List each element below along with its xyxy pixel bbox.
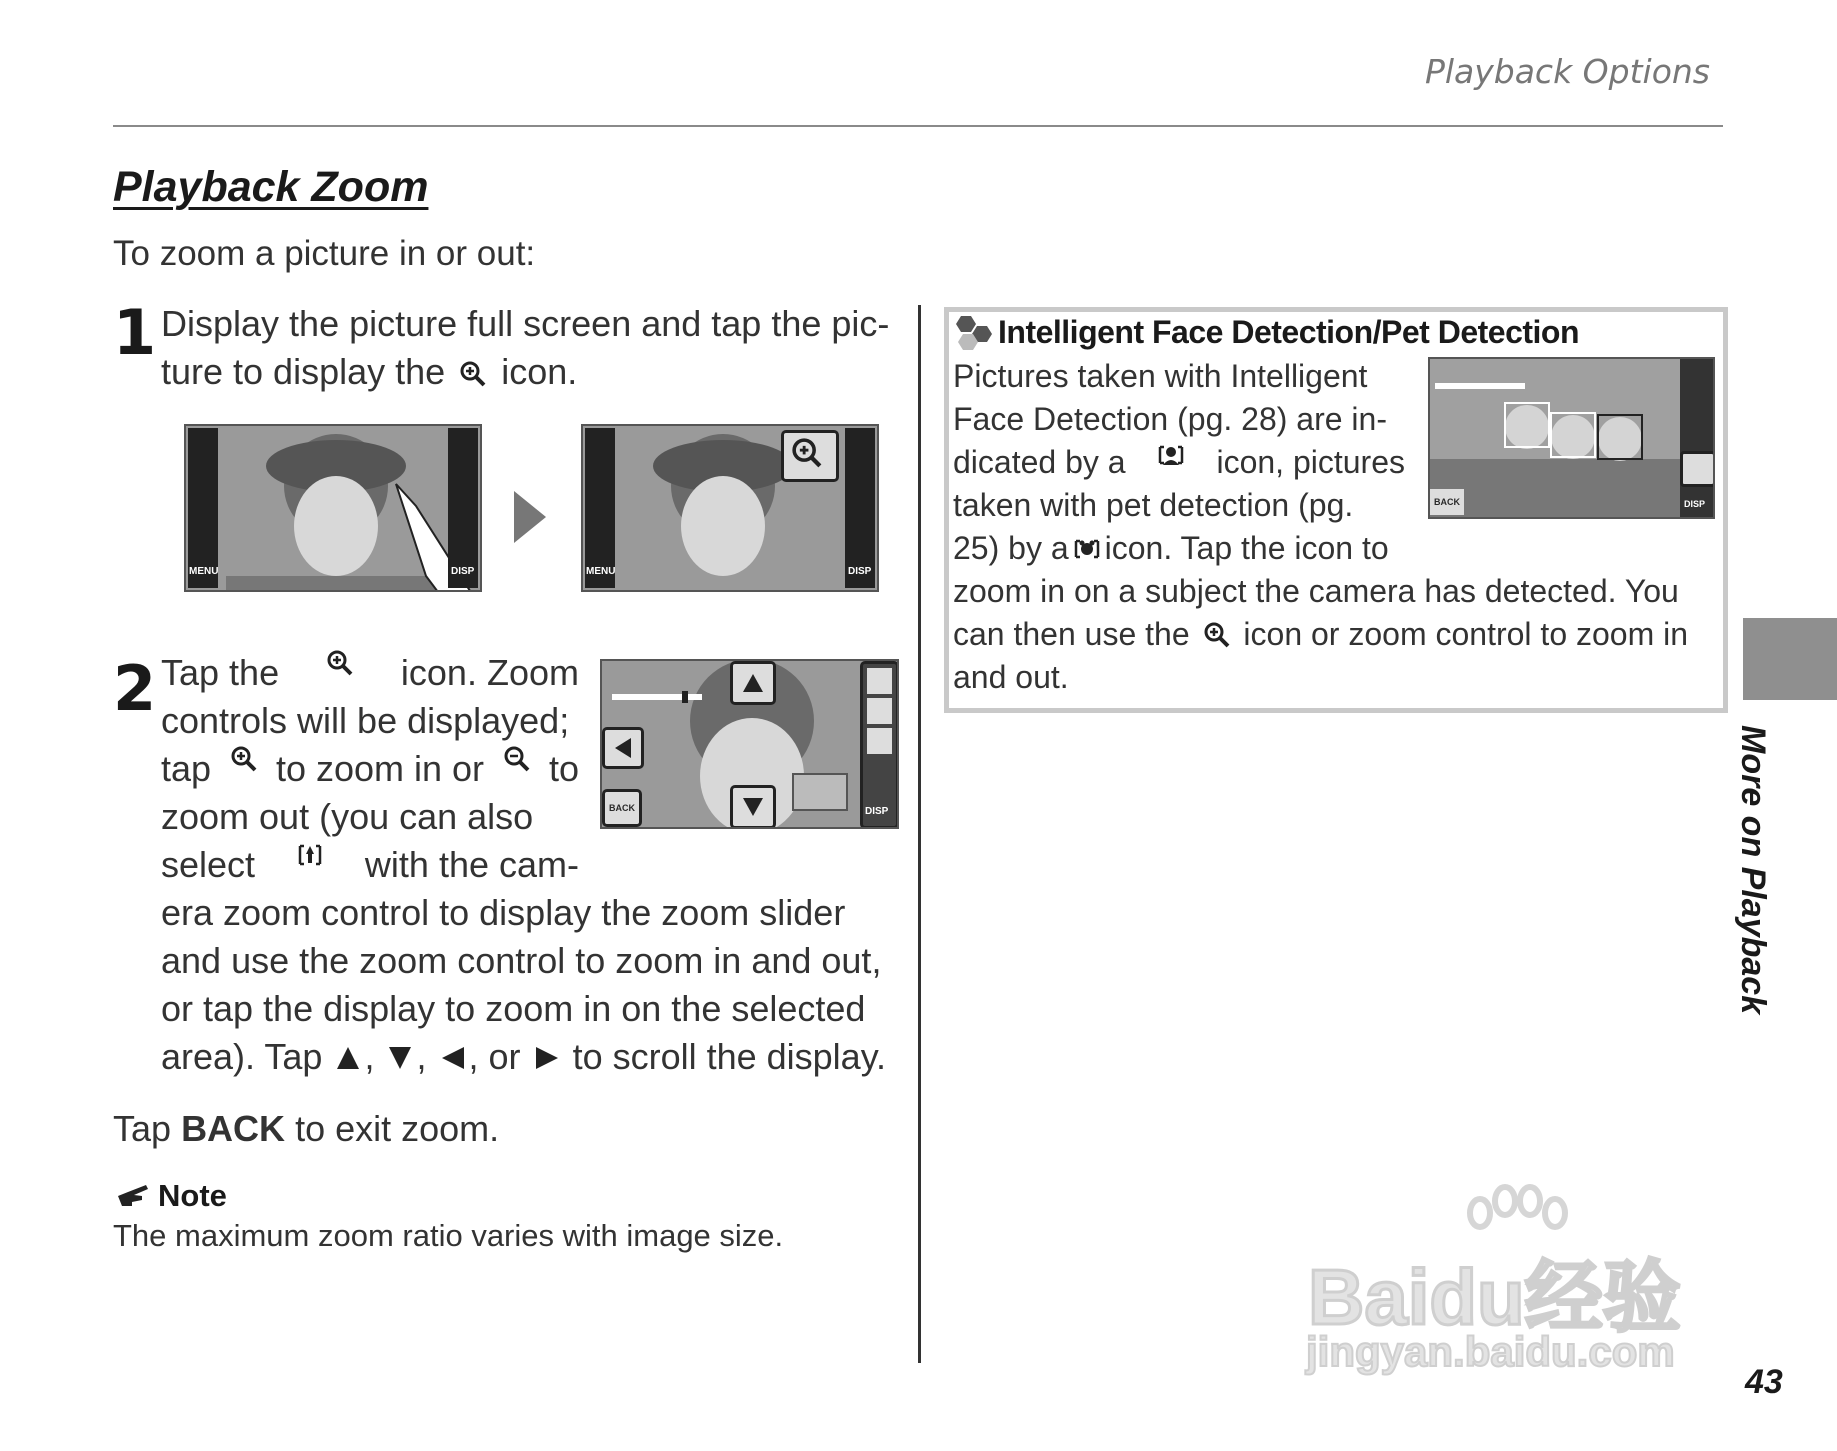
portrait-photo (186, 426, 480, 590)
down-arrow-icon (387, 1045, 413, 1071)
chapter-label: More on Playback (1734, 725, 1772, 1015)
left-icon-column (188, 428, 218, 588)
watermark-cn: 经验 (1524, 1253, 1681, 1341)
info-box-line-6: zoom in on a subject the camera has detected. You (953, 573, 1679, 609)
right-icon-column (845, 428, 875, 588)
left-arrow-icon (440, 1045, 466, 1071)
info-box-text-narrow (953, 355, 1405, 570)
zoom-in-icon (230, 745, 258, 773)
zoom-in-icon (326, 649, 354, 677)
disp-label: DISP (848, 566, 872, 577)
up-arrow-icon (733, 664, 773, 702)
disp-label: DISP (451, 566, 475, 577)
back-button[interactable]: BACK (1430, 489, 1464, 515)
note-text: The maximum zoom ratio varies with image size. (113, 1218, 784, 1253)
zoom-navigator-thumbnail (792, 773, 848, 811)
back-instruction: Tap BACK to exit zoom. (113, 1108, 500, 1149)
section-title: Playback Zoom (113, 163, 429, 211)
step-2-line-2: controls will be displayed; (161, 700, 570, 741)
scroll-left-button[interactable] (602, 727, 644, 769)
zoom-control-icon (296, 841, 324, 869)
step-2-line-4: zoom out (you can also (161, 796, 534, 837)
step-2-line-6: era zoom control to display the zoom slider (161, 892, 846, 933)
step-2-line-8: or tap the display to zoom in on the selected (161, 988, 866, 1029)
face-detection-button[interactable] (1680, 451, 1715, 487)
scroll-right-button[interactable] (867, 728, 892, 754)
scroll-down-button[interactable] (730, 785, 776, 829)
column-divider (918, 305, 921, 1363)
group-photo (1430, 359, 1713, 517)
watermark-url: jingyan.baidu.com (1306, 1328, 1675, 1375)
hexagon-tip-icon (953, 314, 995, 352)
step-2-line-3: tap to zoom in or to (161, 745, 579, 793)
running-header: Playback Options (1424, 52, 1710, 91)
step-1-line-1: Display the picture full screen and tap the pic- (161, 303, 890, 344)
pointing-hand-icon (116, 1182, 152, 1210)
right-arrow-icon (534, 1045, 560, 1071)
up-arrow-icon (335, 1045, 361, 1071)
menu-label: MENU (586, 566, 616, 577)
step-1-line-2: ture to display the icon. (161, 351, 578, 392)
down-arrow-icon (733, 788, 773, 826)
back-button[interactable]: BACK (602, 789, 642, 827)
zoom-in-button[interactable] (867, 668, 892, 694)
info-box-line-5: 25) by a icon. Tap the icon to (953, 530, 1389, 566)
zoom-control-column (860, 661, 899, 829)
menu-label: MENU (189, 566, 219, 577)
left-icon-column (585, 428, 615, 588)
info-box-title: Intelligent Face Detection/Pet Detection (998, 314, 1579, 350)
step-1-text (161, 300, 896, 396)
step-2-text-wide (161, 889, 896, 1081)
zoom-out-button[interactable] (867, 698, 892, 724)
page-number: 43 (1745, 1363, 1783, 1401)
watermark-brand-2: du (1429, 1253, 1525, 1341)
info-box-text-wide (953, 570, 1711, 699)
info-box-line-1: Pictures taken with Intelligent (953, 358, 1368, 394)
step-2-line-5: select with the cam- (161, 841, 579, 889)
right-icon-column (448, 428, 478, 588)
header-rule (113, 125, 1723, 127)
info-box-line-4: taken with pet detection (pg. (953, 487, 1354, 523)
zoom-in-icon (784, 433, 830, 473)
intro-text: To zoom a picture in or out: (113, 234, 536, 273)
zoom-in-icon (1203, 621, 1231, 649)
step-2-text-narrow (161, 649, 579, 889)
step-2-number: 2 (113, 652, 157, 725)
zoom-out-icon (503, 745, 531, 773)
disp-label: DISP (865, 806, 889, 817)
scroll-up-button[interactable] (730, 661, 776, 705)
camera-screen-full (184, 424, 482, 592)
camera-screen-face-detection (1428, 357, 1715, 519)
camera-screen-zoom-icon (581, 424, 879, 592)
pet-detection-icon (1073, 535, 1101, 563)
chapter-tab (1743, 618, 1837, 700)
step-1-number: 1 (113, 296, 157, 369)
left-arrow-icon (605, 730, 641, 766)
face-detection-icon (1157, 441, 1185, 469)
zoom-icon-button[interactable] (781, 430, 839, 482)
arrow-right-icon (510, 487, 550, 547)
step-2-line-9: area). Tap , , , or to scroll the display. (161, 1036, 887, 1077)
camera-screen-zoom-controls (600, 659, 899, 829)
note-title: Note (158, 1178, 227, 1213)
info-box-line-2: Face Detection (pg. 28) are in- (953, 401, 1387, 437)
step-2-line-7: and use the zoom control to zoom in and out, (161, 940, 882, 981)
info-box-line-8: and out. (953, 659, 1069, 695)
zoom-in-icon (459, 360, 487, 388)
info-box-line-3: dicated by a icon, pictures (953, 441, 1405, 484)
watermark (1300, 1183, 1730, 1383)
watermark-brand: Bai (1308, 1253, 1430, 1341)
disp-label: DISP (1684, 499, 1706, 509)
info-box-line-7: can then use the icon or zoom control to zoom in (953, 616, 1689, 652)
step-2-line-1: Tap the icon. Zoom (161, 649, 579, 697)
